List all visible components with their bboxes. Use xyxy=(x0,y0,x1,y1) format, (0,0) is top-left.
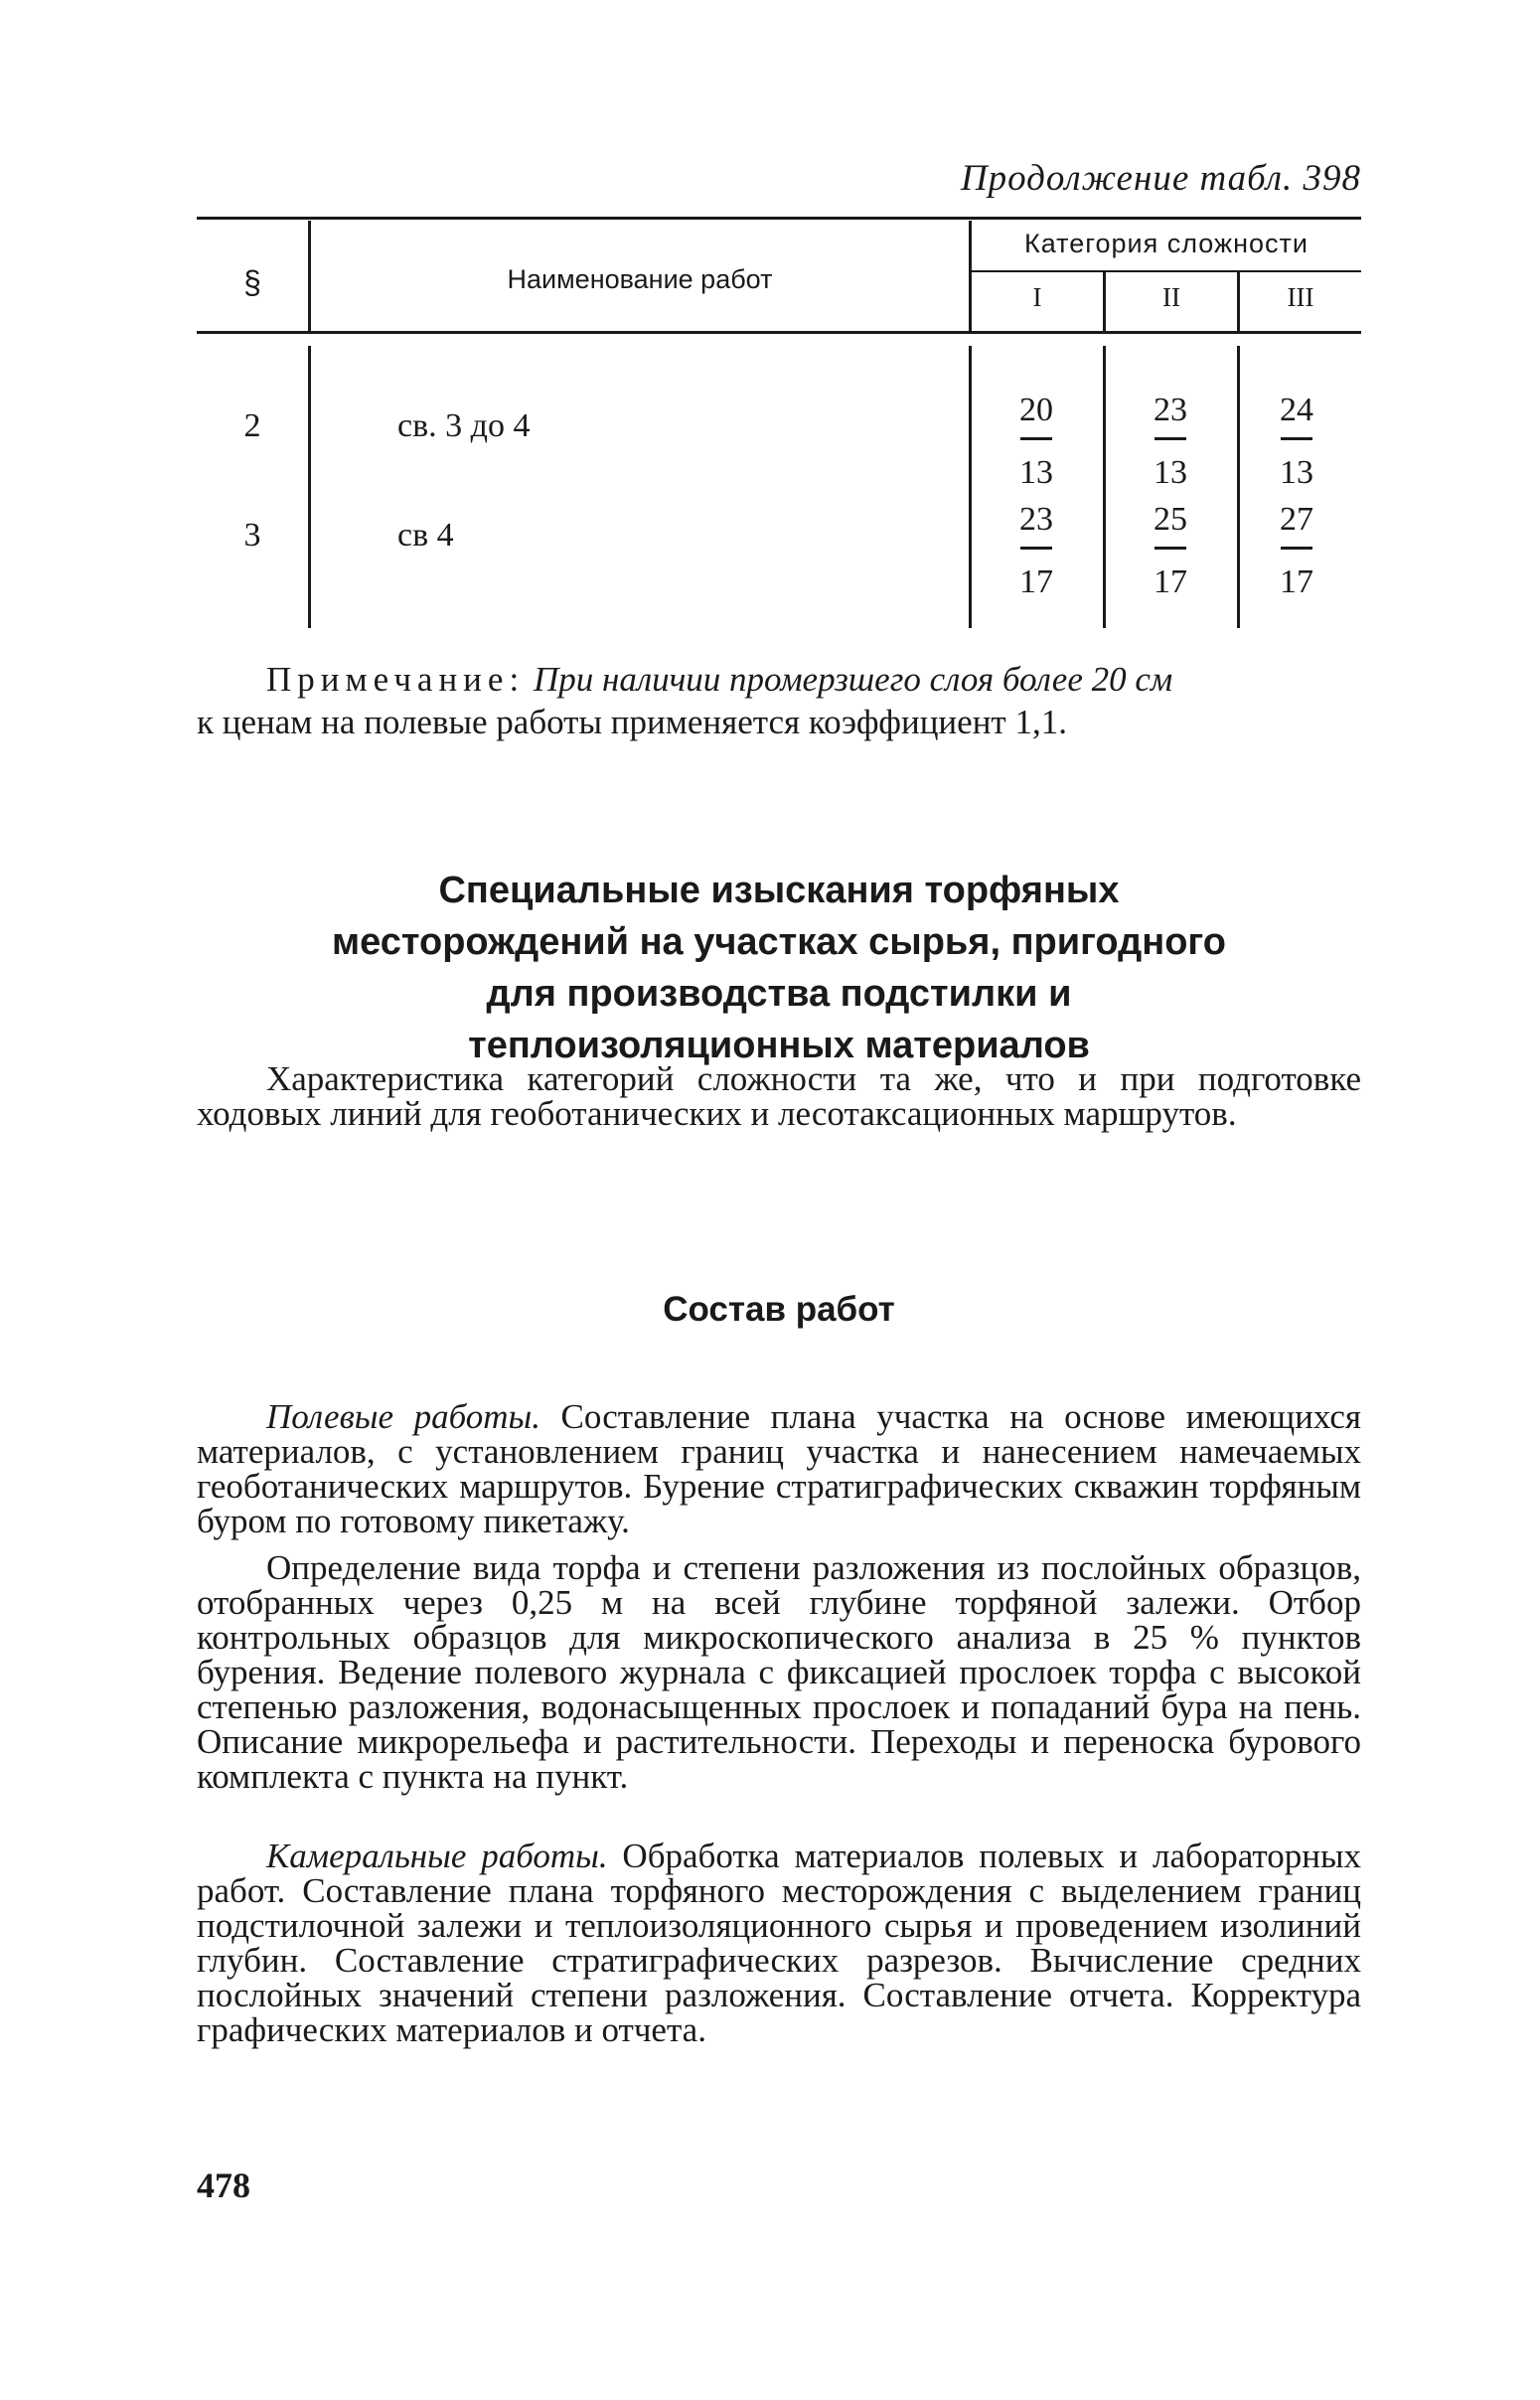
note-text-rest: к ценам на полевые работы применяется коэффициент 1,1. xyxy=(197,703,1067,741)
note-text-italic: При наличии промерзшего слоя более 20 см xyxy=(525,660,1173,699)
row-2-cat-2-value: 25 17 xyxy=(1154,501,1187,600)
table-header-bottom-rule xyxy=(197,331,1361,334)
office-works-text: Обработка материалов полевых и лабораторных работ. Составление плана торфяного месторождения с выделением границ подстилочной залежи и теплоизоляционного сырья и проведением изолиний глубин. Составление стратиграфических разрезов. Вычисление средних послойных значений степени разложения. Составление отчета. Корректура графических материалов и отчета. xyxy=(197,1837,1361,2049)
field-works-text: Составление плана участка на основе имеющихся материалов, с установлением границ участка и нанесением намечаемых геоботанических маршрутов. Бурение стратиграфических скважин торфяным буром по готовому пикетажу. xyxy=(197,1397,1362,1540)
row-1-section: 2 xyxy=(243,407,261,444)
section-title: Специальные изыскания торфяных месторождений на участках сырья, пригодного для производства подстилки и теплоизоляционных материалов xyxy=(332,870,1226,1066)
header-category-2: II xyxy=(1162,282,1180,312)
category-header-rule xyxy=(969,270,1361,272)
office-works-lead: Камеральные работы. xyxy=(266,1837,608,1875)
row-2-cat-1-value: 23 17 xyxy=(1019,501,1053,600)
row-1-cat-1-value: 20 13 xyxy=(1019,392,1053,491)
header-work-name: Наименование работ xyxy=(507,264,773,294)
field-works-paragraph xyxy=(197,1399,1361,1538)
row-2-name: св 4 xyxy=(397,517,454,554)
row-1-cat-3-value: 24 13 xyxy=(1280,392,1313,491)
field-works-lead: Полевые работы. xyxy=(266,1397,540,1436)
field-works-paragraph-2: Определение вида торфа и степени разложения из послойных образцов, отобранных через 0,25 м на всей глубине торфяной залежи. Отбор контрольных образцов для микроскопического анализа в 25 % пунктов бурения. Ведение полевого журнала с фиксацией прослоек торфа с высокой степенью разложения, водонасыщенных прослоек и попаданий бура на пень. Описание микрорельефа и растительности. Переходы и переноска бурового комплекта с пункта на пункт. xyxy=(197,1548,1361,1796)
running-head: Продолжение табл. 398 xyxy=(960,158,1361,199)
header-section: § xyxy=(243,264,261,300)
row-2-cat-3-value: 27 17 xyxy=(1280,501,1313,600)
subsection-title: Состав работ xyxy=(663,1290,895,1329)
row-1-name: св. 3 до 4 xyxy=(397,407,531,444)
table-top-rule xyxy=(197,217,1361,220)
header-category: Категория сложности xyxy=(1024,229,1309,258)
characteristic-paragraph: Характеристика категорий сложности та же, что и при подготовке ходовых линий для геоботанических и лесотаксационных маршрутов. xyxy=(197,1059,1361,1133)
table-note xyxy=(197,658,1361,743)
row-1-cat-2-value: 23 13 xyxy=(1154,392,1187,491)
header-category-3: III xyxy=(1287,282,1314,312)
row-2-section: 3 xyxy=(243,517,261,554)
page-number: 478 xyxy=(197,2165,250,2205)
table-vline-body-1 xyxy=(308,346,311,628)
header-category-1: I xyxy=(1032,282,1042,312)
office-works-paragraph xyxy=(197,1839,1361,2047)
note-label: Примечание: xyxy=(266,660,526,699)
